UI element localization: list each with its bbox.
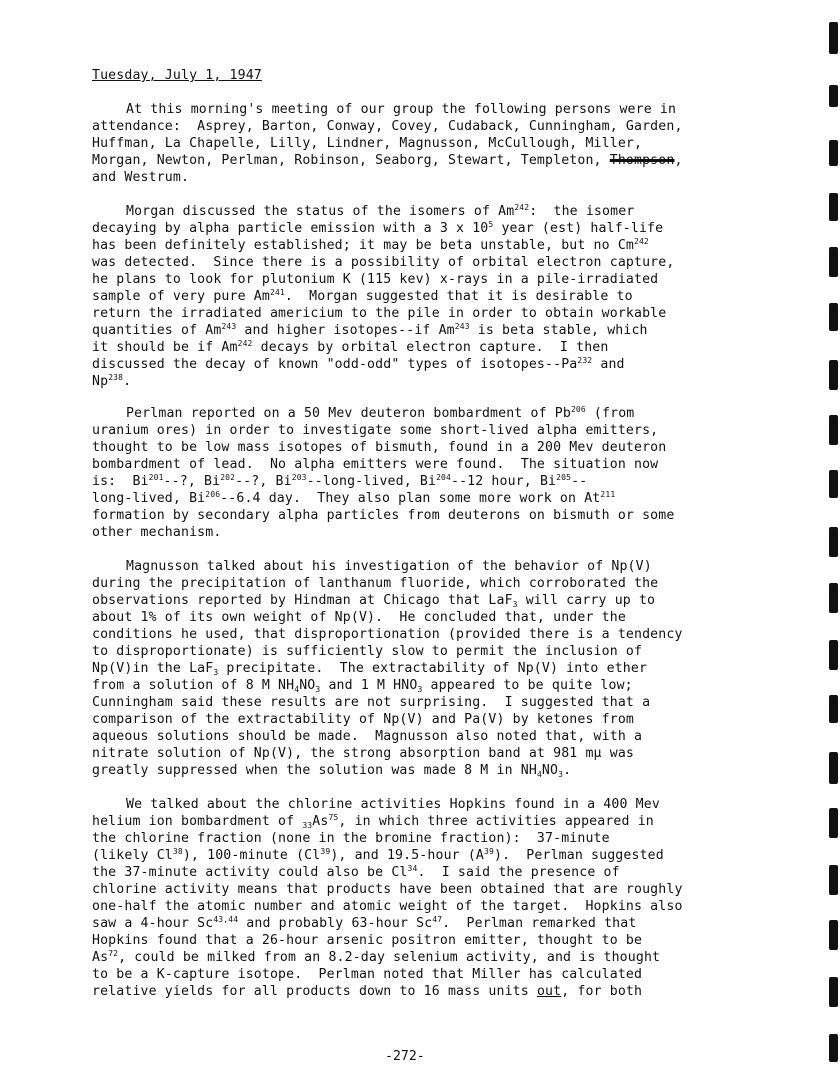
text-line: during the precipitation of lanthanum fluoride, which corroborated the [92, 576, 659, 591]
text-line: other mechanism. [92, 525, 222, 540]
text-line: thought to be low mass isotopes of bismuth, found in a 200 Mev deuteron [92, 440, 667, 455]
binder-mark [829, 640, 838, 670]
text-line: Huffman, La Chapelle, Lilly, Lindner, Magnusson, McCullough, Miller, [92, 136, 643, 151]
text-line: As$^{72}$, could be milked from an 8.2-day selenium activity, and is thought [92, 949, 661, 965]
text-line: aqueous solutions should be made. Magnusson also noted that, with a [92, 729, 643, 744]
text-line: long-lived, Bi$^{206}$--6.4 day. They also plan some more work on At$^{211}$ [92, 490, 616, 506]
binder-mark [829, 470, 838, 498]
text-line: greatly suppressed when the solution was made 8 M in $NH_4NO_3$. [92, 763, 572, 779]
binder-mark [829, 527, 838, 557]
text-line: conditions he used, that disproportionation (provided there is a tendency [92, 627, 683, 642]
binder-mark [829, 193, 838, 221]
text-line: to be a K-capture isotope. Perlman noted that Miller has calculated [92, 967, 643, 982]
binder-mark [829, 752, 838, 784]
binder-mark [829, 247, 838, 277]
binder-mark [829, 85, 838, 107]
text-line: the chlorine fraction (none in the bromine fraction): 37-minute [92, 831, 610, 846]
binder-mark [829, 415, 838, 445]
text-line: formation by secondary alpha particles from deuterons on bismuth or some [92, 508, 675, 523]
binder-mark [829, 303, 838, 331]
text-line: one-half the atomic number and atomic weight of the target. Hopkins also [92, 899, 683, 914]
binder-mark [829, 808, 838, 838]
text-line: We talked about the chlorine activities Hopkins found in a 400 Mev [126, 797, 660, 812]
text-line: decaying by alpha particle emission with a 3 x $10^5$ year (est) half-life [92, 220, 664, 236]
text-line: nitrate solution of Np(V), the strong absorption band at 981 mμ was [92, 746, 634, 761]
text-line: and Westrum. [92, 170, 190, 185]
binder-mark [829, 140, 838, 166]
text-line: Morgan discussed the status of the isomers of Am$^{242}$: the isomer [126, 203, 635, 219]
text-line: bombardment of lead. No alpha emitters were found. The situation now [92, 457, 659, 472]
text-line: he plans to look for plutonium K (115 kev) x-rays in a pile-irradiated [92, 272, 659, 287]
text-line: attendance: Asprey, Barton, Conway, Covey, Cudaback, Cunningham, Garden, [92, 119, 683, 134]
binder-mark [829, 583, 838, 613]
text-line: discussed the decay of known "odd-odd" types of isotopes--Pa$^{232}$ and [92, 356, 625, 372]
binder-mark [829, 977, 838, 1007]
text-line: Magnusson talked about his investigation of the behavior of Np(V) [126, 559, 652, 574]
text-line: return the irradiated americium to the pile in order to obtain workable [92, 306, 667, 321]
text-line: Perlman reported on a 50 Mev deuteron bombardment of Pb$^{206}$ (from [126, 405, 635, 421]
text-line: Np$^{238}$. [92, 373, 132, 389]
binder-mark [829, 865, 838, 895]
text-line: relative yields for all products down to 16 mass units out, for both [92, 984, 643, 999]
text-line: Morgan, Newton, Perlman, Robinson, Seaborg, Stewart, Templeton, Thompson, [92, 153, 683, 168]
text-line: has been definitely established; it may be beta unstable, but no Cm$^{242}$ [92, 237, 649, 253]
text-line: uranium ores) in order to investigate some short-lived alpha emitters, [92, 423, 659, 438]
text-line: Hopkins found that a 26-hour arsenic positron emitter, thought to be [92, 933, 643, 948]
page-number: -272- [385, 1049, 425, 1064]
text-line: it should be if Am$^{242}$ decays by orbital electron capture. I then [92, 339, 609, 355]
text-line: was detected. Since there is a possibility of orbital electron capture, [92, 255, 675, 270]
text-line: Cunningham said these results are not surprising. I suggested that a [92, 695, 651, 710]
text-line: saw a 4-hour Sc$^{43,44}$ and probably 63-hour Sc$^{47}$. Perlman remarked that [92, 915, 637, 931]
text-line: from a solution of 8 M $NH_4NO_3$ and 1 M $HNO_3$ appeared to be quite low; [92, 678, 633, 694]
date-heading: Tuesday, July 1, 1947 [92, 68, 262, 83]
binder-mark [829, 1034, 838, 1062]
binder-mark [829, 695, 838, 723]
text-line: the 37-minute activity could also be Cl$^{34}$. I said the presence of [92, 864, 620, 880]
text-line: to disproportionate) is sufficiently slow to permit the inclusion of [92, 644, 643, 659]
text-line: is: Bi$^{201}$--?, Bi$^{202}$--?, Bi$^{203}$--long-lived, Bi$^{204}$--12 hour, Bi$^{205}$-- [92, 473, 588, 489]
binder-mark [829, 22, 838, 54]
text-line: observations reported by Hindman at Chicago that LaF$_3$ will carry up to [92, 593, 656, 609]
text-line: (likely Cl$^{38}$), 100-minute (Cl$^{39}$), and 19.5-hour $(A^{39})$. Perlman suggested [92, 847, 664, 863]
text-line: about 1% of its own weight of Np(V). He concluded that, under the [92, 610, 626, 625]
text-line: quantities of Am$^{243}$ and higher isotopes--if Am$^{243}$ is beta stable, which [92, 322, 648, 338]
text-line: sample of very pure Am$^{241}$. Morgan suggested that it is desirable to [92, 288, 633, 304]
text-line: chlorine activity means that products have been obtained that are roughly [92, 882, 683, 897]
text-line: helium ion bombardment of $_{33}As^{75}$, in which three activities appeared in [92, 813, 654, 830]
text-line: comparison of the extractability of Np(V) and Pa(V) by ketones from [92, 712, 634, 727]
text-line: Np(V)in the LaF$_3$ precipitate. The extractability of Np(V) into ether [92, 661, 648, 677]
binder-mark [829, 360, 838, 390]
binder-mark [829, 920, 838, 950]
text-line: At this morning's meeting of our group the following persons were in [126, 102, 677, 117]
